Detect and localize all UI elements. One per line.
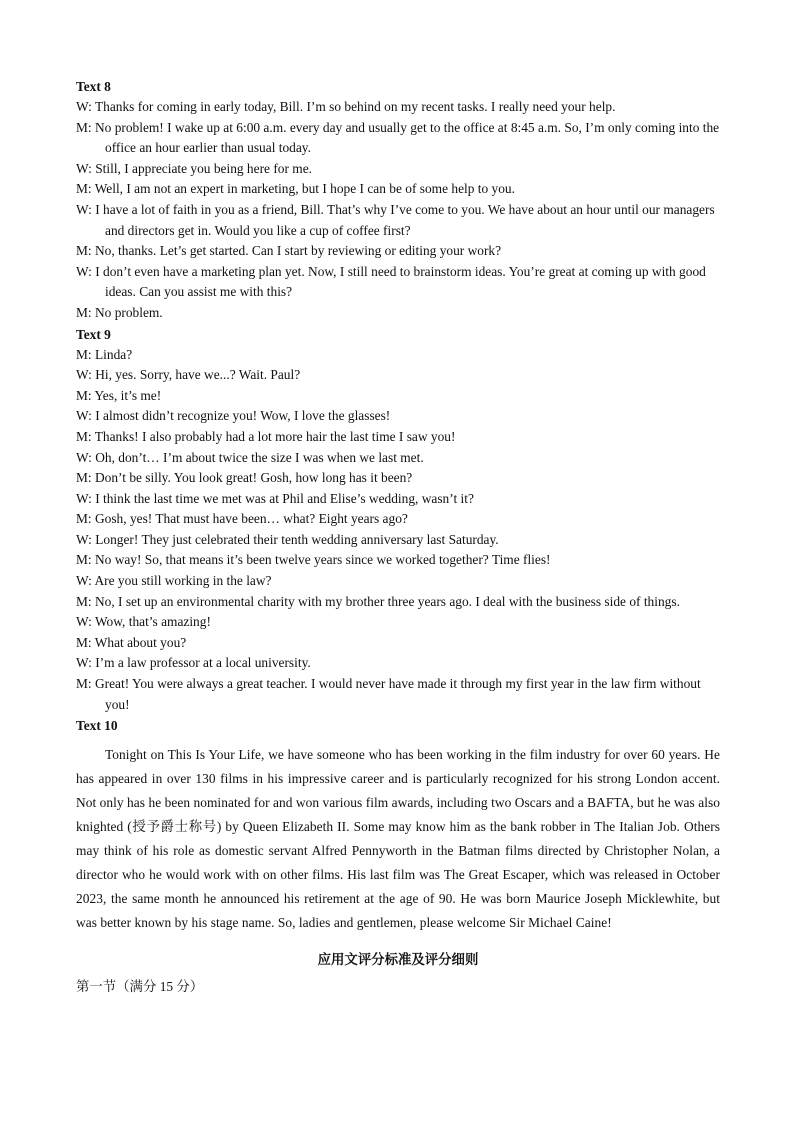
- dialogue-line: W: Are you still working in the law?: [76, 573, 272, 589]
- dialogue-line: M: Don’t be silly. You look great! Gosh, how long has it been?: [76, 470, 413, 486]
- text9-section: [76, 324, 720, 716]
- dialogue-line: M: Thanks! I also probably had a lot more hair the last time I saw you!: [76, 428, 456, 444]
- scoring-section-label: 第一节（满分 15 分）: [76, 979, 204, 995]
- dialogue-line: W: Still, I appreciate you being here for me.: [76, 160, 312, 176]
- dialogue-line: M: No problem! I wake up at 6:00 a.m. every day and usually get to the office at 8:45 a.m. So, I’m only coming into the office an hour earlier than usual today.: [76, 119, 720, 156]
- dialogue-line: W: I don’t even have a marketing plan yet. Now, I still need to brainstorm ideas. You’re great at coming up with good ideas. Can you assist me with this?: [76, 263, 706, 300]
- dialogue-line: W: Thanks for coming in early today, Bill. I’m so behind on my recent tasks. I really need your help.: [76, 99, 616, 114]
- dialogue-line: W: I have a lot of faith in you as a friend, Bill. That’s why I’ve come to you. We have about an hour until our managers and directors get in. Would you like a cup of coffee first?: [76, 201, 715, 238]
- text10-paragraph: Tonight on This Is Your Life, we have someone who has been working in the film industry for over 60 years. He has appeared in over 130 films in his impressive career and is particularly recognized for his strong London accent. Not only has he been nominated for and won various film awards, including two Oscars and a BAFTA, but he was also knighted (授予爵士称号) by Queen Elizabeth II. Some may know him as the bank robber in The Italian Job. Others may think of his role as domestic servant Alfred Pennyworth in the Batman films directed by Christopher Nolan, a director who he would work with on other films. His last film was The Great Escaper, which was released in October 2023, the same month he announced his retirement at the age of 90. He was born Maurice Joseph Micklewhite, but was better known by his stage name. So, ladies and gentlemen, please welcome Sir Michael Caine!: [76, 747, 720, 931]
- dialogue-line: W: I think the last time we met was at Phil and Elise’s wedding, wasn’t it?: [76, 490, 474, 506]
- dialogue-line: W: Hi, yes. Sorry, have we...? Wait. Paul?: [76, 367, 301, 383]
- dialogue-line: W: I’m a law professor at a local university.: [76, 655, 311, 671]
- dialogue-line: W: Wow, that’s amazing!: [76, 614, 211, 630]
- dialogue-line: M: No, I set up an environmental charity with my brother three years ago. I deal with the business side of things.: [76, 593, 680, 609]
- text8-heading: Text 8: [76, 79, 111, 94]
- scoring-title: 应用文评分标准及评分细则: [317, 952, 479, 968]
- dialogue-line: M: Gosh, yes! That must have been… what? Eight years ago?: [76, 511, 408, 527]
- document-page: [76, 76, 720, 998]
- dialogue-line: M: Yes, it’s me!: [76, 387, 162, 403]
- dialogue-line: W: Oh, don’t… I’m about twice the size I was when we last met.: [76, 449, 424, 465]
- text8-section: [76, 76, 720, 324]
- text10-heading: Text 10: [76, 718, 118, 734]
- dialogue-line: W: I almost didn’t recognize you! Wow, I love the glasses!: [76, 408, 391, 424]
- dialogue-line: M: No way! So, that means it’s been twelve years since we worked together? Time flies!: [76, 552, 551, 568]
- dialogue-line: M: No, thanks. Let’s get started. Can I start by reviewing or editing your work?: [76, 243, 502, 259]
- dialogue-line: W: Longer! They just celebrated their tenth wedding anniversary last Saturday.: [76, 531, 499, 547]
- dialogue-line: M: What about you?: [76, 634, 187, 650]
- dialogue-line: M: Well, I am not an expert in marketing, but I hope I can be of some help to you.: [76, 181, 515, 197]
- dialogue-line: M: Great! You were always a great teacher. I would never have made it through my first year in the law firm without you!: [76, 676, 701, 712]
- dialogue-line: M: No problem.: [76, 304, 163, 320]
- dialogue-line: M: Linda?: [76, 346, 133, 362]
- text10-section: [76, 715, 720, 935]
- text9-heading: Text 9: [76, 326, 111, 342]
